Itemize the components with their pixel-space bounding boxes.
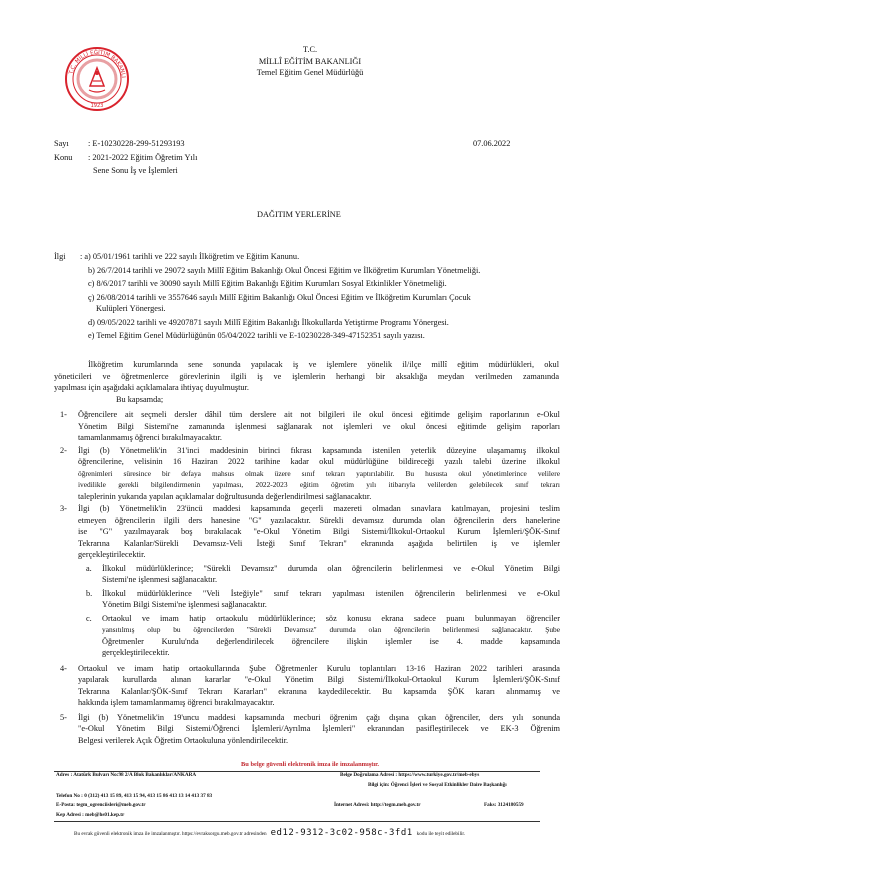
document-header <box>200 44 420 79</box>
item-line: Ortaokul ve imam hatip ortaokulu müdürlüklerince; söz konusu ekrana sadece puanı bulunmayan öğrenciler <box>102 613 560 623</box>
bottom-note-text: Bu evrak güvenli elektronik imza ile imzalanmıştır. https://evraksorgu.meb.gov.tr adresinden <box>74 831 267 837</box>
header-ministry: MİLLÎ EĞİTİM BAKANLIĞI <box>258 56 362 66</box>
item-line: yapılarak kurullarda alınan kararlar "e-Okul Yönetim Bilgi Sistemi/İlkokul-Ortaokul Kurum İşlemleri/ŞÖK-Sınıf <box>78 675 560 684</box>
item-line: Belgesi verilerek Açık Öğretim Ortaokuluna yönlendirilecektir. <box>78 735 289 745</box>
item-line: öğrenimleri süresince bir defaya mahsus olmak üzere sınıf tekrarı yaptırılabilir. Bu hususta okul yönetimlerince velilere <box>78 468 560 478</box>
intro-line: yapılması için aşağıdaki açıklamalara ihtiyaç duyulmuştur. <box>54 383 249 392</box>
item-line: Öğretmenler Kurulu'nda değerlendirilecek öğrencilere ilişkin işlemler ise 4. madde kapsamında <box>102 636 560 646</box>
numbered-items <box>60 409 560 746</box>
footer-fax: Faks: 3124180559 <box>484 802 524 808</box>
item-line: ise "G" yazılmayarak boş bırakılacak "e-Okul Yönetim Bilgi Sistemi/İlkokul-Ortaokul Kurum İşlemleri/ŞÖK-Sınıf <box>78 527 560 536</box>
footer-web[interactable]: İnternet Adresi: http://tegm.meb.gov.tr <box>334 802 421 808</box>
ilgi-item: c) 8/6/2017 tarihli ve 30090 sayılı Millî Eğitim Bakanlığı Eğitim Kurumları Sosyal Etkinlikler Yönetmeliği. <box>88 279 447 288</box>
header-directorate: Temel Eğitim Genel Müdürlüğü <box>256 68 364 77</box>
item-line: Tekrarına Kalanlar/ŞÖK-Sınıf Tekrarı Kararları" ekranına kaydedilecektir. Bu kapsamda ŞÖK kararı alınmamış ve <box>78 686 560 696</box>
sayi-label: Sayı <box>54 139 69 148</box>
ilgi-item: b) 26/7/2014 tarihli ve 29072 sayılı Millî Eğitim Bakanlığı Okul Öncesi Eğitim ve İlköğretim Kurumları Yönetmeliği. <box>88 265 481 275</box>
konu-value-1: : 2021-2022 Eğitim Öğretim Yılı <box>88 153 198 162</box>
item-line: İlkokul müdürlüklerince; "Sürekli Devamsız" durumda olan öğrencilerin belirlenmesi ve e-Okul Yönetim Bilgi <box>102 563 560 573</box>
ilgi-item: : a) 05/01/1961 tarihli ve 222 sayılı İlköğretim ve Eğitim Kanunu. <box>80 252 300 261</box>
ilgi-item: ç) 26/08/2014 tarihli ve 3557646 sayılı Millî Eğitim Bakanlığı Okul Öncesi Eğitim ve İlköğretim Kurumları Çocuk <box>88 292 471 302</box>
item-line: öğrencilerine, velisinin 16 Haziran 2022 tarihine kadar okul müdürlüğüne bildireceği yazılı talebi üzerine ilkokul <box>78 457 560 466</box>
item-line: Sistemi'ne işlenmesi sağlanacaktır. <box>102 575 218 584</box>
signature-note: Bu belge güvenli elektronik imza ile imzalanmıştır. <box>241 761 379 768</box>
document-date: 07.06.2022 <box>473 139 511 148</box>
ilgi-list <box>80 251 570 342</box>
footer-kep: Kep Adresi : meb@hs01.kep.tr <box>56 812 125 818</box>
intro-paragraph <box>54 359 559 405</box>
item-line: gerçekleştirilecektir. <box>78 550 146 559</box>
footer-address: Adres : Atatürk Bulvarı No:98 2/A Blok Bakanlıklar/ANKARA <box>56 772 197 778</box>
verification-code: ed12-9312-3c02-958c-3fd1 <box>270 828 413 838</box>
konu-value-2: Sene Sonu İş ve İşlemleri <box>93 166 178 175</box>
list-item <box>60 409 560 444</box>
item-line: İlkokul müdürlüklerince "Veli İsteğiyle" sınıf tekrarı yapılması istenilen öğrencilerin belirlenmesi ve e-Okul <box>102 588 560 598</box>
intro-line: yöneticileri ve öğretmenlerce görevlerinin ilgili iş ve işlemlerin herhangi bir aksaklığa meydan verilmeden zamanında <box>54 371 559 381</box>
item-number: 3- <box>60 504 67 513</box>
item-line: Öğrencilere ait seçmeli dersler dâhil tüm derslere ait not bilgileri ile okul öncesi eğitimde gelişim raporlarının e-Okul <box>78 410 560 419</box>
item-line: etmeyen öğrencilerin ilgili ders hanesine "G" yazılacaktır. Sürekli devamsız durumda olan öğrencilerin ders hanelerine <box>78 515 560 525</box>
item-line: Yönetim Bilgi Sistemi'ne işlenmesi sağlanacaktır. <box>102 600 267 609</box>
ilgi-item: Kulüpleri Yönergesi. <box>96 304 166 313</box>
item-line: Tekrarına Kalanlar/Sürekli Devamsız-Veli İsteği Sınıf Tekrarı" ekranında aşağıda belirtilen iş ve işlemler <box>78 538 560 548</box>
footer-info-person: Bilgi için: Öğrenci İşleri ve Sosyal Etkinlikler Daire Başkanlığı <box>368 782 507 788</box>
item-line: hakkında işlem tamamlanmamış öğrenci bırakılmayacaktır. <box>78 698 275 707</box>
item-line: İlgi (b) Yönetmelik'in 23'üncü maddesi kapsamında geçerli mazereti olmadan sınavlara katılmayan, projesini teslim <box>78 504 560 513</box>
list-item <box>60 445 560 503</box>
recipient: DAĞITIM YERLERİNE <box>257 210 341 219</box>
footer-verify-address: Belge Doğrulama Adresi : https://www.turkiye.gov.tr/meb-ebys <box>340 772 480 778</box>
list-item <box>60 663 560 709</box>
item-number: 1- <box>60 410 67 419</box>
bu-kapsamda: Bu kapsamda; <box>116 394 164 404</box>
list-item <box>60 712 560 747</box>
item-line: taleplerinin yukarıda yapılan açıklamalar doğrultusunda değerlendirilmesi sağlanacaktır. <box>78 491 372 501</box>
header-tc: T.C. <box>302 45 318 54</box>
konu-label: Konu <box>54 153 73 162</box>
item-line: Yönetim Bilgi Sistemi'ne zamanında işlenmesi sağlanarak not işlemleri ve okul öncesi eğitimde gelişim raporları <box>78 421 560 431</box>
sub-item-letter: c. <box>86 613 92 623</box>
item-line: Ortaokul ve imam hatip ortaokullarında Şube Öğretmenler Kurulu toplantıları 13-16 Haziran 2022 tarihleri arasında <box>78 663 560 673</box>
ilgi-item: e) Temel Eğitim Genel Müdürlüğünün 05/04/2022 tarihli ve E-10230228-349-47152351 sayılı yazısı. <box>88 331 425 340</box>
footer-phone: Telefon No : 0 (312) 413 15 89, 413 15 94, 413 15 86 413 13 14 413 37 83 <box>56 793 213 799</box>
meb-logo-icon <box>64 46 130 112</box>
item-line: tamamlanmamış öğrenci bırakılmayacaktır. <box>78 433 222 442</box>
sub-item-letter: b. <box>86 588 93 598</box>
ilgi-item: d) 09/05/2022 tarihli ve 49207871 sayılı Millî Eğitim Bakanlığı İlkokullarda Yetiştirme Programı Yönergesi. <box>88 317 449 327</box>
item-line: ivedilikle gerekli bilgilendirmenin yapılması, 2022-2023 eğitim öğretim yılı itibarıyla velilerden gelebilecek sınıf tekrarı <box>78 480 560 489</box>
item-number: 5- <box>60 712 67 722</box>
logo-ring-text: T.C. MİLLÎ EĞİTİM BAKANLI <box>68 49 126 79</box>
sub-item <box>78 588 560 611</box>
item-number: 2- <box>60 445 67 455</box>
item-line: "e-Okul Yönetim Bilgi Sistemi/Öğrenci İşlemleri/Ayrılma İşlemleri" ekranından pasifleştirilecek ve EK-3 Öğrenim <box>78 724 560 733</box>
item-line: gerçekleştirilecektir. <box>102 648 170 657</box>
footer-email[interactable]: E-Posta: tegm_ogrenciisleri@meb.gov.tr <box>56 802 146 808</box>
item-line: İlgi (b) Yönetmelik'in 19'uncu maddesi kapsamında mecburi öğrenim çağı dışına çıkan öğrenciler, ders yılı sonunda <box>78 712 560 722</box>
item-number: 4- <box>60 663 67 673</box>
ilgi-label: İlgi <box>54 252 66 261</box>
sub-item <box>78 613 560 659</box>
footer-bottom-note <box>74 822 465 840</box>
sub-item-letter: a. <box>86 563 92 573</box>
meb-logo <box>64 46 130 112</box>
intro-line: İlköğretim kurumlarında sene sonunda yapılacak iş ve işlemlere yönelik il/ilçe millî eğitim müdürlükleri, okul <box>88 360 559 369</box>
item-line: yansıtılmış olup bu öğrencilerden "Sürekli Devamsız" durumda olan öğrencilerin belirlenmesi sağlanacaktır. Şube <box>102 625 560 634</box>
sayi-value: : E-10230228-299-51293193 <box>88 139 185 148</box>
item-line: İlgi (b) Yönetmelik'in 31'inci maddesinin birinci fıkrası kapsamında istenilen yeterlik düzeyine ulaşamamış ilkokul <box>78 445 560 455</box>
logo-ring-year: 1923 <box>90 103 104 109</box>
list-item <box>60 503 560 659</box>
bottom-note-end: kodu ile teyit edilebilir. <box>416 831 466 837</box>
sub-item <box>78 563 560 586</box>
